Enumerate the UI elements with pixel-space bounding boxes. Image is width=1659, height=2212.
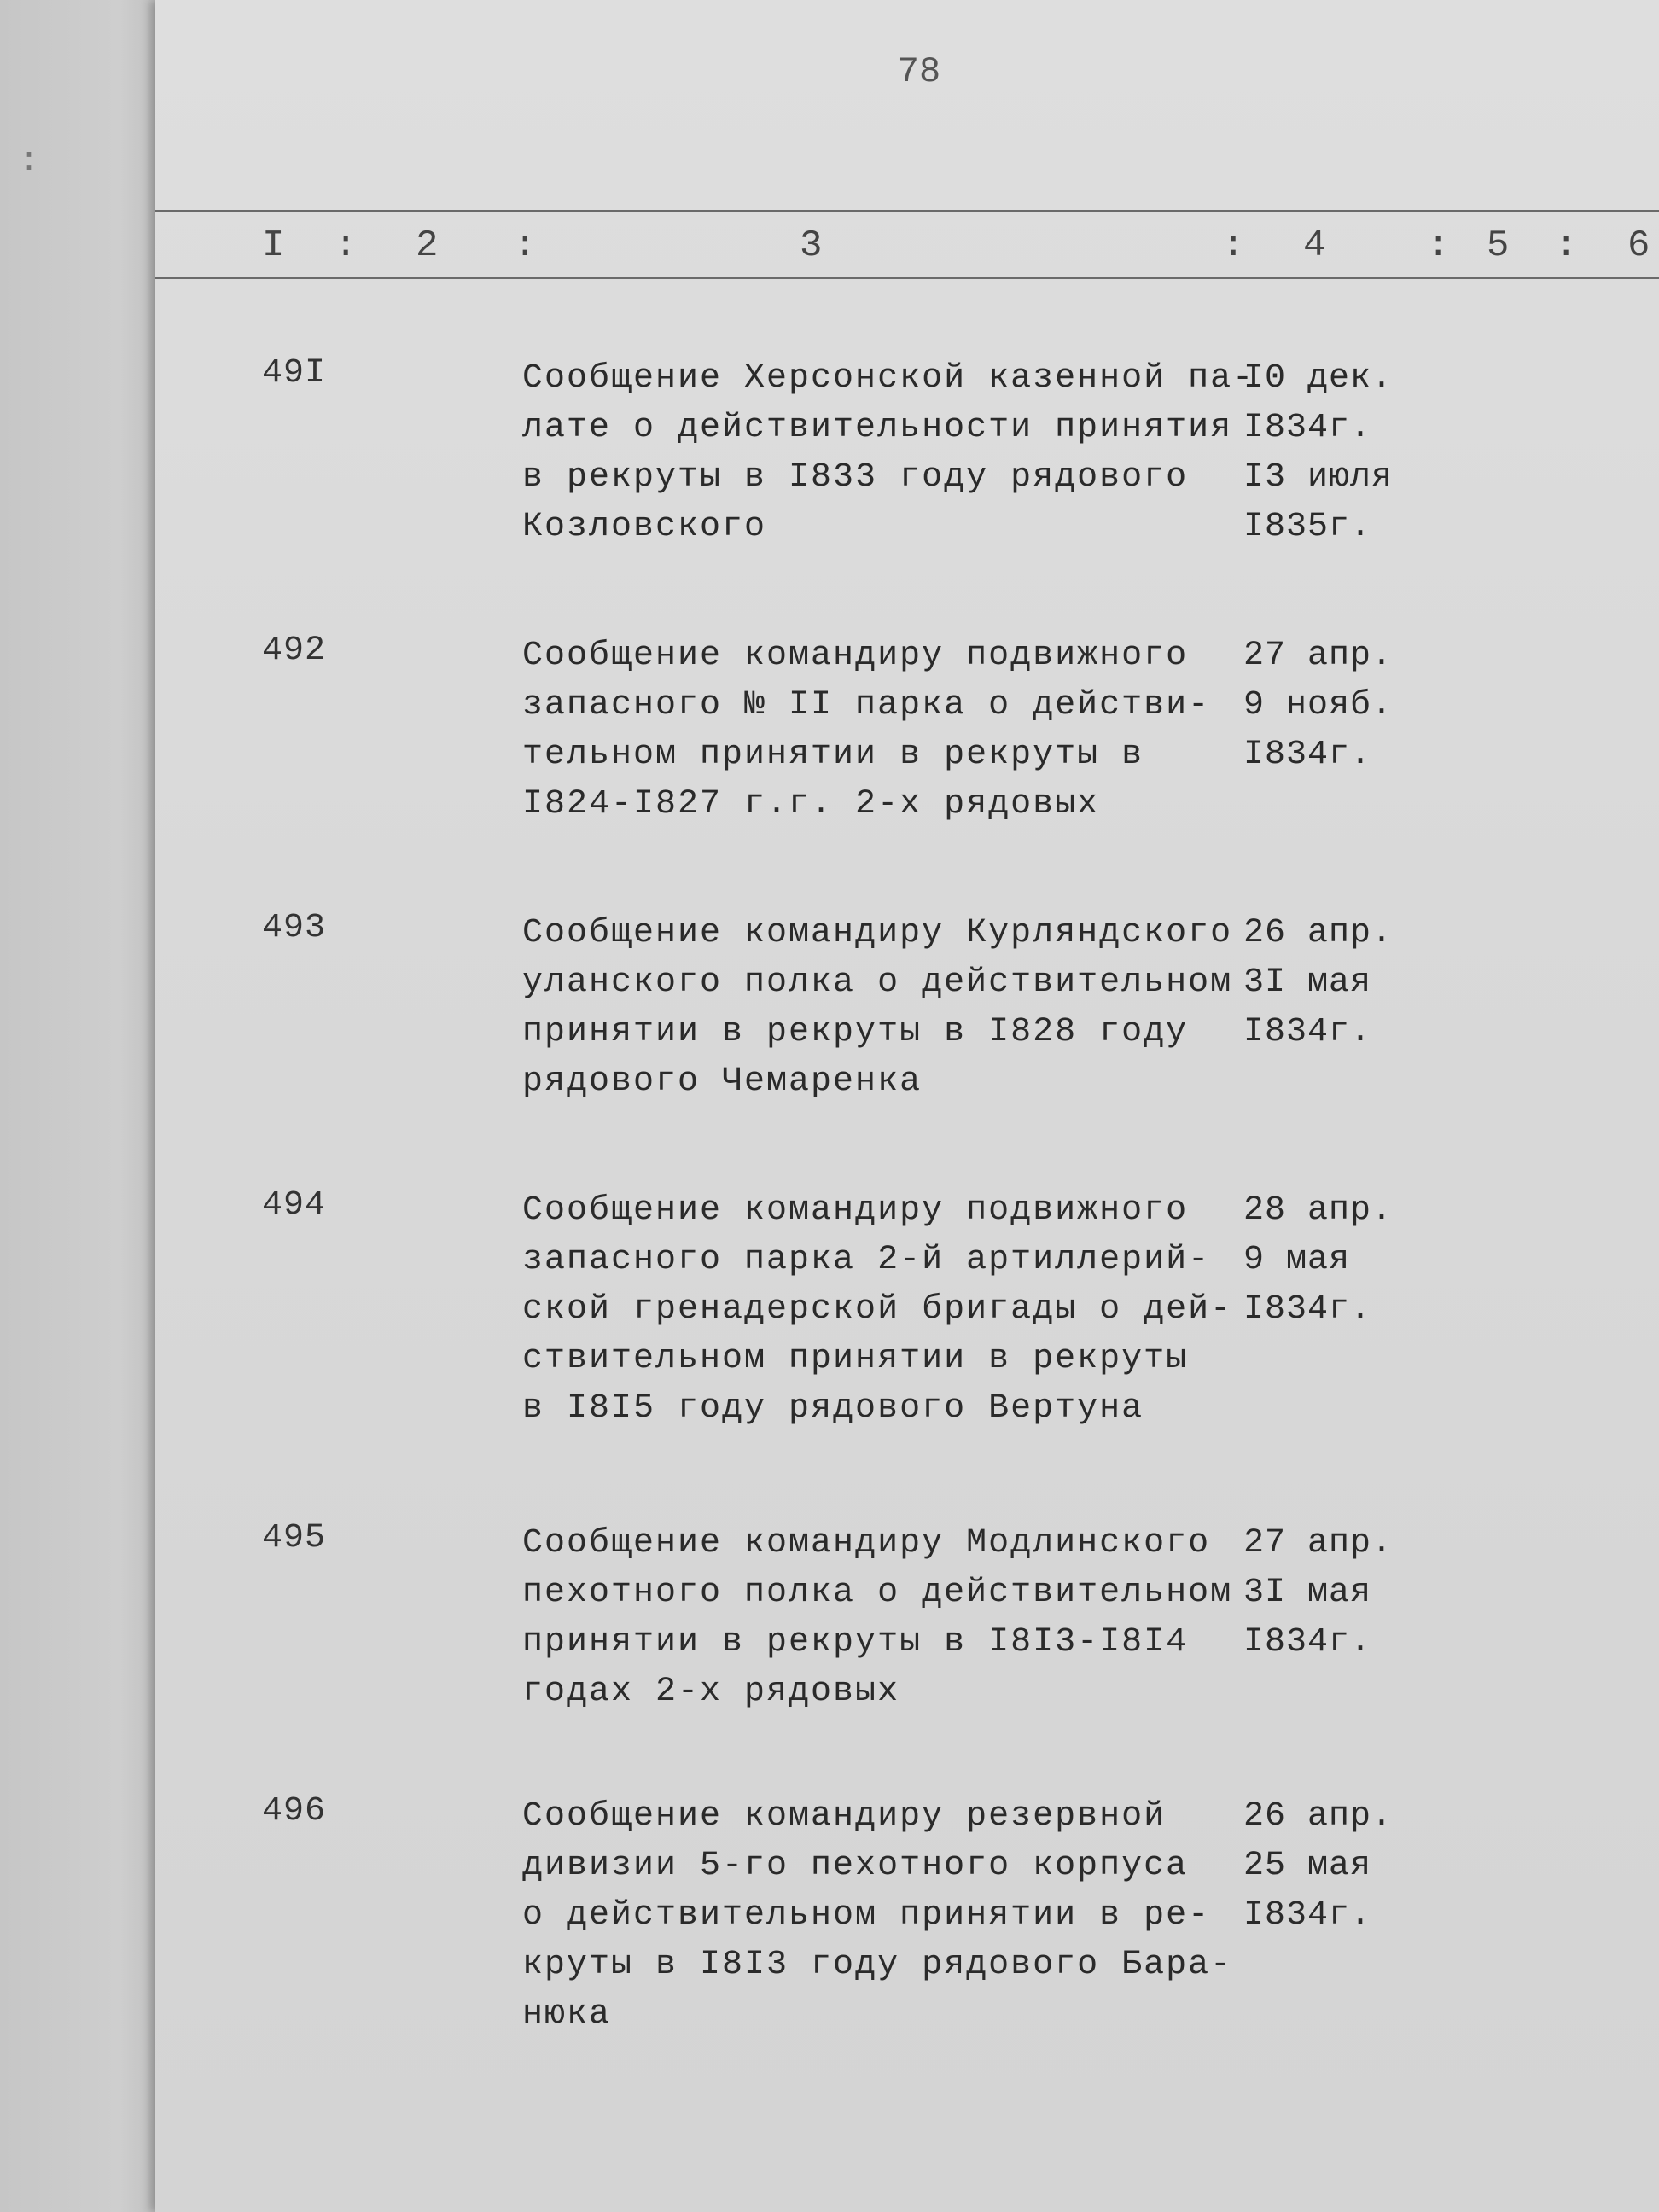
description-line: запасного парка 2-й артиллерий- bbox=[522, 1241, 1211, 1279]
description-line: рядового Чемаренка bbox=[522, 1062, 923, 1101]
description-line: дивизии 5-го пехотного корпуса bbox=[522, 1847, 1189, 1885]
description-line: I824-I827 г.г. 2-х рядовых bbox=[522, 785, 1100, 824]
entry-number: 493 bbox=[262, 909, 327, 947]
description-line: лате о действительности принятия bbox=[522, 409, 1233, 447]
date-line: I834г. bbox=[1243, 736, 1372, 774]
description-line: ской гренадерской бригады о дей- bbox=[522, 1290, 1233, 1329]
description-line: уланского полка о действительном bbox=[522, 963, 1233, 1002]
description-line: принятии в рекруты в I828 году bbox=[522, 1013, 1189, 1051]
date-line: 3I мая bbox=[1243, 1574, 1372, 1612]
description-line: Сообщение командиру Модлинского bbox=[522, 1524, 1211, 1563]
date-line: 27 апр. bbox=[1243, 1524, 1394, 1563]
column-separator: : bbox=[1555, 224, 1578, 267]
date-line: 3I мая bbox=[1243, 963, 1372, 1002]
date-line: I0 дек. bbox=[1243, 359, 1394, 398]
column-header-3: 3 bbox=[800, 224, 823, 267]
description-line: Сообщение командиру подвижного bbox=[522, 637, 1189, 675]
description-line: Сообщение командиру резервной bbox=[522, 1797, 1167, 1836]
date-line: I834г. bbox=[1243, 409, 1372, 447]
page-number: 78 bbox=[897, 51, 941, 92]
date-line: 25 мая bbox=[1243, 1847, 1372, 1885]
description-line: тельном принятии в рекруты в bbox=[522, 736, 1144, 774]
date-line: I3 июля bbox=[1243, 458, 1394, 497]
entry-dates bbox=[1243, 354, 1499, 552]
description-line: Сообщение командиру подвижного bbox=[522, 1191, 1189, 1230]
entry-number: 492 bbox=[262, 632, 327, 670]
date-line: I835г. bbox=[1243, 508, 1372, 546]
entry-dates bbox=[1243, 1792, 1499, 1941]
date-line: I834г. bbox=[1243, 1290, 1372, 1329]
description-line: Сообщение командиру Курляндского bbox=[522, 914, 1233, 952]
entry-dates bbox=[1243, 1186, 1499, 1335]
column-header-6: 6 bbox=[1627, 224, 1650, 267]
description-line: Козловского bbox=[522, 508, 767, 546]
entry-description bbox=[522, 354, 1255, 552]
entry-number: 494 bbox=[262, 1186, 327, 1225]
description-line: годах 2-х рядовых bbox=[522, 1673, 900, 1711]
column-header-I: I bbox=[262, 224, 285, 267]
date-line: 9 нояб. bbox=[1243, 686, 1394, 725]
date-line: 28 апр. bbox=[1243, 1191, 1394, 1230]
entry-dates bbox=[1243, 632, 1499, 780]
entry-description bbox=[522, 1186, 1239, 1434]
date-line: 27 апр. bbox=[1243, 637, 1394, 675]
description-line: в рекруты в I833 году рядового bbox=[522, 458, 1189, 497]
column-separator: : bbox=[335, 224, 358, 267]
column-separator: : bbox=[514, 224, 537, 267]
column-header-4: 4 bbox=[1303, 224, 1326, 267]
date-line: 26 апр. bbox=[1243, 1797, 1394, 1836]
date-line: I834г. bbox=[1243, 1896, 1372, 1935]
header-top-rule bbox=[155, 210, 1659, 212]
date-line: 26 апр. bbox=[1243, 914, 1394, 952]
description-line: в I8I5 году рядового Вертуна bbox=[522, 1389, 1144, 1428]
column-header-5: 5 bbox=[1487, 224, 1510, 267]
description-line: пехотного полка о действительном bbox=[522, 1574, 1233, 1612]
entry-description bbox=[522, 632, 1239, 830]
column-separator: : bbox=[1427, 224, 1450, 267]
entry-description bbox=[522, 1519, 1239, 1717]
entry-dates bbox=[1243, 909, 1499, 1057]
description-line: принятии в рекруты в I8I3-I8I4 bbox=[522, 1623, 1189, 1662]
description-line: Сообщение Херсонской казенной па- bbox=[522, 359, 1255, 398]
adjacent-page-edge bbox=[0, 0, 171, 2212]
document-page bbox=[155, 0, 1659, 2212]
entry-number: 495 bbox=[262, 1519, 327, 1557]
description-line: круты в I8I3 году рядового Бара- bbox=[522, 1946, 1233, 1984]
date-line: I834г. bbox=[1243, 1013, 1372, 1051]
header-bottom-rule bbox=[155, 276, 1659, 279]
entry-number: 49I bbox=[262, 354, 327, 393]
description-line: ствительном принятии в рекруты bbox=[522, 1340, 1189, 1378]
description-line: о действительном принятии в ре- bbox=[522, 1896, 1211, 1935]
entry-number: 496 bbox=[262, 1792, 327, 1831]
date-line: 9 мая bbox=[1243, 1241, 1351, 1279]
entry-description bbox=[522, 909, 1239, 1107]
description-line: запасного № II парка о действи- bbox=[522, 686, 1211, 725]
description-line: нюка bbox=[522, 1995, 612, 2034]
date-line: I834г. bbox=[1243, 1623, 1372, 1662]
margin-marks: : bbox=[19, 143, 40, 181]
entry-description bbox=[522, 1792, 1239, 2040]
column-header-2: 2 bbox=[416, 224, 439, 267]
column-separator: : bbox=[1222, 224, 1245, 267]
entry-dates bbox=[1243, 1519, 1499, 1668]
